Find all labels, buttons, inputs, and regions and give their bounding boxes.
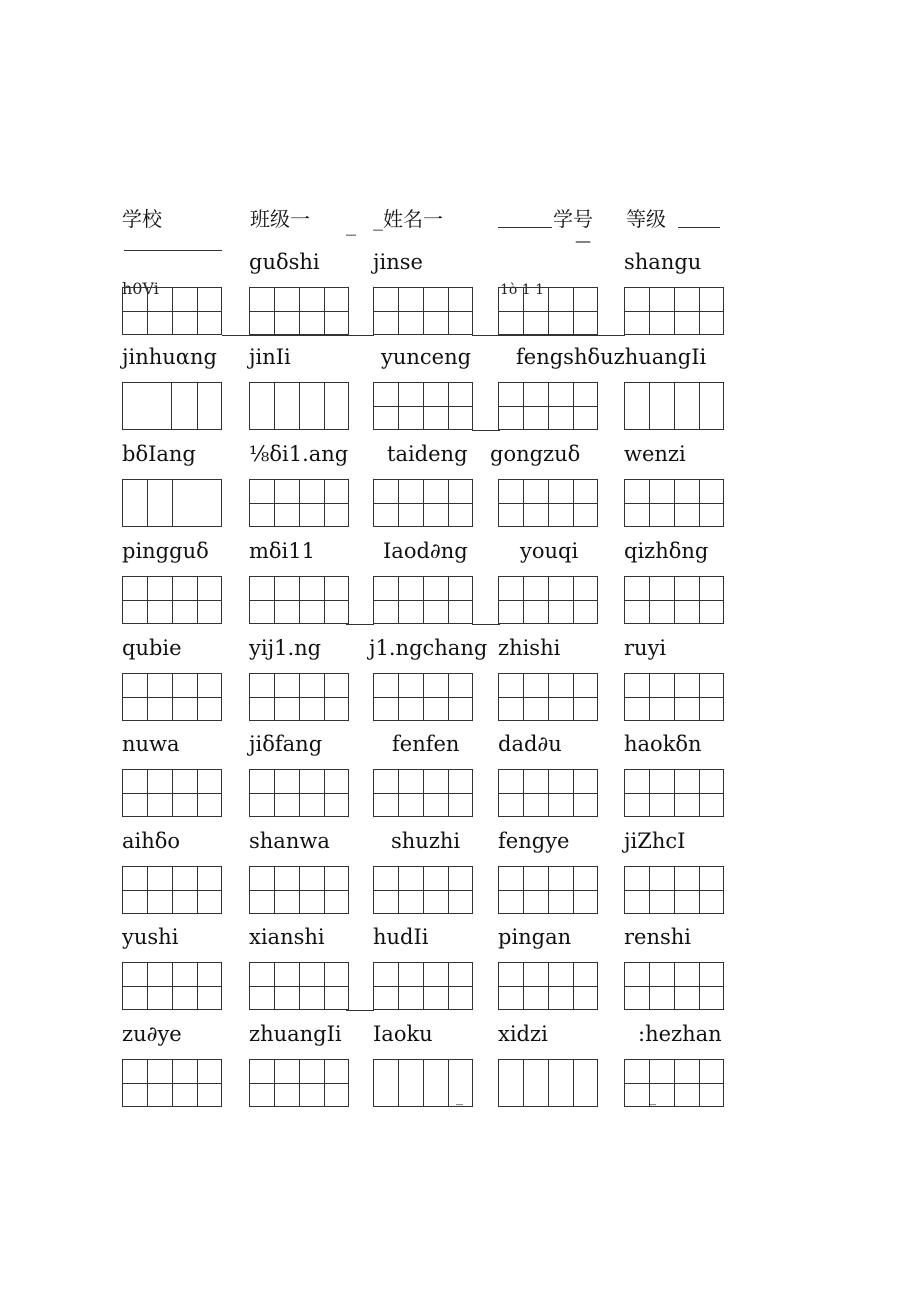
writing-grid[interactable] (122, 479, 222, 527)
pinyin-label: bδIang (122, 442, 196, 466)
grid-divider (423, 1060, 424, 1106)
writing-grid[interactable] (373, 866, 473, 914)
writing-grid[interactable] (624, 576, 724, 624)
grid-divider (573, 1060, 574, 1106)
grid-midline (499, 311, 597, 312)
writing-grid[interactable] (373, 576, 473, 624)
pinyin-label: jinIi (249, 345, 291, 369)
grid-midline (625, 697, 723, 698)
number-dash: — (575, 231, 591, 250)
grid-midline (499, 600, 597, 601)
grid-midline (625, 793, 723, 794)
grid-midline (123, 793, 221, 794)
writing-grid[interactable] (498, 479, 598, 527)
grid-midline (499, 793, 597, 794)
name-label: _姓名一 (373, 207, 443, 231)
writing-grid[interactable] (373, 962, 473, 1010)
writing-grid[interactable] (498, 769, 598, 817)
row-connector-line (472, 335, 625, 336)
pinyin-label: gongzuδ (490, 442, 581, 466)
writing-grid[interactable] (373, 769, 473, 817)
grid-divider (699, 383, 700, 429)
pinyin-label: jiδfang (249, 732, 323, 756)
row-connector-line (346, 624, 374, 625)
pinyin-label: pingan (498, 925, 572, 949)
writing-grid[interactable] (122, 866, 222, 914)
grid-midline (499, 406, 597, 407)
grid-divider (398, 1060, 399, 1106)
pinyin-label: xidzi (498, 1022, 548, 1046)
pinyin-label: :hezhan (638, 1022, 722, 1046)
grid-divider (171, 383, 172, 429)
grid-divider (274, 383, 275, 429)
pinyin-label: yunceng (381, 345, 472, 369)
grid-divider (172, 480, 173, 526)
row-connector-line (472, 624, 500, 625)
grid-midline (374, 793, 472, 794)
writing-grid[interactable] (624, 287, 724, 335)
writing-grid[interactable] (249, 479, 349, 527)
writing-grid[interactable] (122, 769, 222, 817)
pinyin-label: shanwa (249, 829, 330, 853)
grid-midline (625, 600, 723, 601)
grid-midline (123, 1083, 221, 1084)
number-label: 学号 (553, 207, 593, 231)
grid-divider (674, 383, 675, 429)
class-label: 班级一 (250, 207, 310, 231)
grid-underscore-mark: _ (456, 1090, 463, 1106)
pinyin-label: nuwa (122, 732, 180, 756)
grid-midline (123, 697, 221, 698)
grid-midline (374, 986, 472, 987)
grid-midline (123, 600, 221, 601)
writing-grid[interactable] (498, 382, 598, 430)
writing-grid[interactable] (122, 1059, 222, 1107)
grid-divider (299, 383, 300, 429)
writing-grid[interactable] (624, 673, 724, 721)
grid-midline (250, 986, 348, 987)
pinyin-label: dad∂u (498, 732, 562, 756)
pinyin-label: renshi (624, 925, 692, 949)
writing-grid[interactable] (122, 382, 222, 430)
pinyin-label: fengye (498, 829, 570, 853)
writing-grid[interactable] (624, 382, 724, 430)
writing-grid[interactable] (122, 576, 222, 624)
school-blank[interactable] (124, 250, 222, 251)
grid-midline (625, 890, 723, 891)
row-connector-line (346, 1010, 374, 1011)
writing-grid[interactable] (624, 866, 724, 914)
writing-grid[interactable] (498, 866, 598, 914)
pinyin-label: shuzhi (391, 829, 461, 853)
grid-midline (625, 986, 723, 987)
grid-midline (250, 503, 348, 504)
pinyin-label: ruyi (624, 636, 667, 660)
writing-grid[interactable] (498, 576, 598, 624)
grid-divider (523, 1060, 524, 1106)
writing-grid[interactable] (498, 287, 598, 335)
writing-grid[interactable] (249, 673, 349, 721)
pinyin-label: mδi11 (249, 539, 315, 563)
school-label: 学校 (122, 207, 162, 231)
grid-midline (625, 503, 723, 504)
grid-midline (250, 890, 348, 891)
grid-midline (374, 697, 472, 698)
pinyin-label: hudIi (373, 925, 429, 949)
writing-grid[interactable] (249, 382, 349, 430)
grid-divider (324, 383, 325, 429)
writing-grid[interactable] (624, 1059, 724, 1107)
pinyin-label: taideng (387, 442, 468, 466)
grid-divider (448, 1060, 449, 1106)
pinyin-label: fenfen (392, 732, 460, 756)
grid-underscore-mark: _ (649, 1090, 656, 1106)
writing-grid[interactable] (249, 769, 349, 817)
grid-midline (250, 793, 348, 794)
pinyin-label: aihδo (122, 829, 181, 853)
grid-divider (548, 1060, 549, 1106)
writing-grid[interactable] (624, 479, 724, 527)
pinyin-label: wenzi (624, 442, 686, 466)
writing-grid[interactable] (624, 962, 724, 1010)
writing-grid[interactable] (122, 962, 222, 1010)
grid-midline (374, 600, 472, 601)
grid-divider (649, 383, 650, 429)
grid-midline (123, 311, 221, 312)
writing-grid[interactable] (624, 769, 724, 817)
grid-midline (250, 1083, 348, 1084)
grid-divider (197, 383, 198, 429)
grid-midline (625, 311, 723, 312)
pinyin-label: xianshi (249, 925, 325, 949)
writing-grid[interactable] (373, 1059, 473, 1107)
grid-midline (250, 600, 348, 601)
pinyin-label: guδshi (249, 250, 320, 274)
grid-midline (499, 890, 597, 891)
writing-grid[interactable] (249, 866, 349, 914)
pinyin-label: zhishi (498, 636, 561, 660)
pinyin-label: yij1.ng (249, 636, 322, 660)
writing-grid[interactable] (373, 382, 473, 430)
pinyin-label: qizhδng (624, 539, 709, 563)
writing-grid[interactable] (373, 673, 473, 721)
grade-label: 等级 (626, 207, 666, 231)
writing-grid[interactable] (373, 479, 473, 527)
stray-text-middle: 1ò 1 1 (500, 282, 545, 298)
pinyin-label: zhuangIi (249, 1022, 342, 1046)
grid-midline (374, 406, 472, 407)
grid-midline (374, 503, 472, 504)
grid-midline (625, 1083, 723, 1084)
writing-grid[interactable] (498, 1059, 598, 1107)
grid-midline (499, 503, 597, 504)
grid-midline (123, 986, 221, 987)
pinyin-label: youqi (520, 539, 579, 563)
pinyin-label: fengshδuzhuangIi (516, 345, 707, 369)
writing-grid[interactable] (122, 287, 222, 335)
writing-grid[interactable] (122, 673, 222, 721)
grid-midline (250, 697, 348, 698)
writing-grid[interactable] (249, 287, 349, 335)
writing-grid[interactable] (249, 576, 349, 624)
pinyin-label: jinse (373, 250, 423, 274)
pinyin-label: zu∂ye (122, 1022, 182, 1046)
stray-text-left: h0Vi (122, 279, 159, 298)
pinyin-label: yushi (122, 925, 179, 949)
grid-midline (374, 890, 472, 891)
pinyin-label: qubie (122, 636, 182, 660)
name-dash: _ (346, 212, 356, 236)
writing-grid[interactable] (498, 673, 598, 721)
writing-grid[interactable] (498, 962, 598, 1010)
pinyin-label: jiZhcI (624, 829, 686, 853)
grid-midline (374, 311, 472, 312)
pinyin-label: Iaod∂ng (383, 539, 468, 563)
pinyin-label: pingguδ (122, 539, 209, 563)
writing-grid[interactable] (373, 287, 473, 335)
pinyin-label: shangu (624, 250, 702, 274)
pinyin-label: ⅛δi1.ang (249, 442, 349, 466)
grade-blank[interactable] (678, 227, 720, 228)
writing-grid[interactable] (249, 1059, 349, 1107)
pinyin-label: haokδn (624, 732, 702, 756)
grid-midline (499, 697, 597, 698)
grid-midline (123, 890, 221, 891)
grid-midline (499, 986, 597, 987)
pinyin-label: Iaoku (373, 1022, 433, 1046)
pinyin-label: jinhuαng (122, 345, 217, 369)
row-connector-line (472, 430, 500, 431)
writing-grid[interactable] (249, 962, 349, 1010)
number-blank[interactable] (498, 227, 552, 228)
grid-divider (147, 480, 148, 526)
pinyin-label: j1.ngchang (369, 636, 488, 660)
row-connector-line (222, 335, 374, 336)
grid-midline (250, 311, 348, 312)
